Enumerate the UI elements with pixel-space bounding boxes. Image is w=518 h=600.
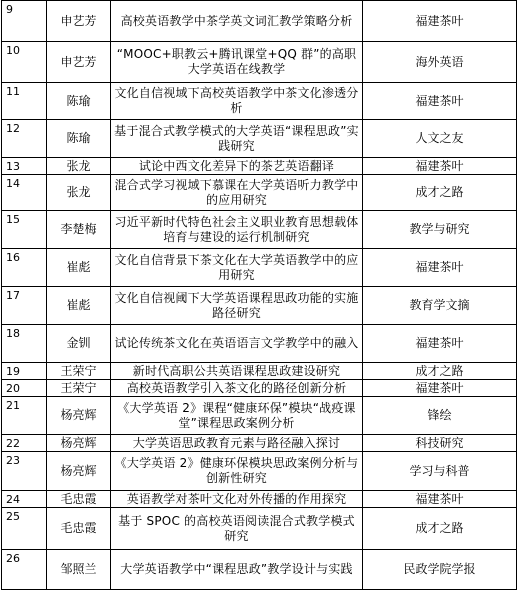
journal-cell: 海外英语 (363, 42, 517, 83)
journal-cell: 福建茶叶 (363, 249, 517, 287)
row-number-cell: 11 (2, 83, 47, 120)
row-number-cell: 17 (2, 287, 47, 325)
author-cell: 崔彪 (47, 249, 111, 287)
publication-table (1, 0, 517, 590)
table-row (2, 508, 517, 550)
journal-cell: 人文之友 (363, 120, 517, 158)
row-number-cell: 14 (2, 175, 47, 211)
paper-title-cell: 大学英语教学中“课程思政”教学设计与实践 (111, 550, 363, 590)
journal-cell: 福建茶叶 (363, 158, 517, 175)
paper-title-cell: 文化自信视阈下大学英语课程思政功能的实施路径研究 (111, 287, 363, 325)
paper-title-cell: 《大学英语 2》健康环保模块思政案例分析与创新性研究 (111, 452, 363, 491)
row-number-cell: 23 (2, 452, 47, 491)
paper-title-cell: 文化自信视域下高校英语教学中茶文化渗透分析 (111, 83, 363, 120)
author-cell: 崔彪 (47, 287, 111, 325)
author-cell: 张龙 (47, 158, 111, 175)
paper-title-cell: “MOOC+职教云+腾讯课堂+QQ 群”的高职大学英语在线教学 (111, 42, 363, 83)
journal-cell: 福建茶叶 (363, 491, 517, 508)
paper-title-cell: 新时代高职公共英语课程思政建设研究 (111, 363, 363, 380)
journal-cell: 锋绘 (363, 397, 517, 435)
journal-cell: 成才之路 (363, 175, 517, 211)
paper-title-cell: 《大学英语 2》课程“健康环保”模块“战疫课堂”课程思政案例分析 (111, 397, 363, 435)
author-cell: 李楚梅 (47, 211, 111, 249)
paper-title-cell: 高校英语教学引入茶文化的路径创新分析 (111, 380, 363, 397)
paper-title-cell: 试论传统茶文化在英语语言文学教学中的融入 (111, 325, 363, 363)
table-row (2, 175, 517, 211)
author-cell: 毛忠霞 (47, 491, 111, 508)
paper-title-cell: 大学英语思政教育元素与路径融入探讨 (111, 435, 363, 452)
author-cell: 张龙 (47, 175, 111, 211)
author-cell: 毛忠霞 (47, 508, 111, 550)
table-row (2, 550, 517, 590)
row-number-cell: 13 (2, 158, 47, 175)
journal-cell: 福建茶叶 (363, 83, 517, 120)
table-row (2, 211, 517, 249)
author-cell: 陈瑜 (47, 120, 111, 158)
row-number-cell: 19 (2, 363, 47, 380)
row-number-cell: 20 (2, 380, 47, 397)
journal-cell: 教育学文摘 (363, 287, 517, 325)
author-cell: 金钏 (47, 325, 111, 363)
row-number-cell: 26 (2, 550, 47, 590)
table-row (2, 120, 517, 158)
author-cell: 王荣宁 (47, 380, 111, 397)
journal-cell: 科技研究 (363, 435, 517, 452)
row-number-cell: 22 (2, 435, 47, 452)
paper-title-cell: 习近平新时代特色社会主义职业教育思想载体培育与建设的运行机制研究 (111, 211, 363, 249)
author-cell: 杨亮辉 (47, 435, 111, 452)
author-cell: 杨亮辉 (47, 452, 111, 491)
row-number-cell: 12 (2, 120, 47, 158)
table-row (2, 380, 517, 397)
row-number-cell: 15 (2, 211, 47, 249)
author-cell: 陈瑜 (47, 83, 111, 120)
table-row (2, 491, 517, 508)
journal-cell: 成才之路 (363, 363, 517, 380)
paper-title-cell: 高校英语教学中茶学英文词汇教学策略分析 (111, 1, 363, 42)
table-row (2, 435, 517, 452)
table-body (2, 1, 517, 590)
table-row (2, 83, 517, 120)
paper-title-cell: 混合式学习视域下慕课在大学英语听力教学中的应用研究 (111, 175, 363, 211)
journal-cell: 学习与科普 (363, 452, 517, 491)
author-cell: 王荣宁 (47, 363, 111, 380)
journal-cell: 福建茶叶 (363, 380, 517, 397)
table-row (2, 287, 517, 325)
table-row (2, 1, 517, 42)
row-number-cell: 21 (2, 397, 47, 435)
journal-cell: 教学与研究 (363, 211, 517, 249)
journal-cell: 民政学院学报 (363, 550, 517, 590)
author-cell: 申艺芳 (47, 1, 111, 42)
journal-cell: 福建茶叶 (363, 325, 517, 363)
paper-title-cell: 基于 SPOC 的高校英语阅读混合式教学模式研究 (111, 508, 363, 550)
author-cell: 申艺芳 (47, 42, 111, 83)
paper-title-cell: 试论中西文化差异下的茶艺英语翻译 (111, 158, 363, 175)
row-number-cell: 18 (2, 325, 47, 363)
row-number-cell: 16 (2, 249, 47, 287)
journal-cell: 成才之路 (363, 508, 517, 550)
table-row (2, 452, 517, 491)
author-cell: 邹照兰 (47, 550, 111, 590)
table-row (2, 363, 517, 380)
paper-title-cell: 基于混合式教学模式的大学英语“课程思政”实践研究 (111, 120, 363, 158)
row-number-cell: 10 (2, 42, 47, 83)
table-row (2, 325, 517, 363)
paper-title-cell: 文化自信背景下茶文化在大学英语教学中的应用研究 (111, 249, 363, 287)
journal-cell: 福建茶叶 (363, 1, 517, 42)
table-row (2, 158, 517, 175)
row-number-cell: 9 (2, 1, 47, 42)
table-row (2, 397, 517, 435)
row-number-cell: 24 (2, 491, 47, 508)
table-row (2, 42, 517, 83)
row-number-cell: 25 (2, 508, 47, 550)
author-cell: 杨亮辉 (47, 397, 111, 435)
paper-title-cell: 英语教学对茶叶文化对外传播的作用探究 (111, 491, 363, 508)
table-row (2, 249, 517, 287)
